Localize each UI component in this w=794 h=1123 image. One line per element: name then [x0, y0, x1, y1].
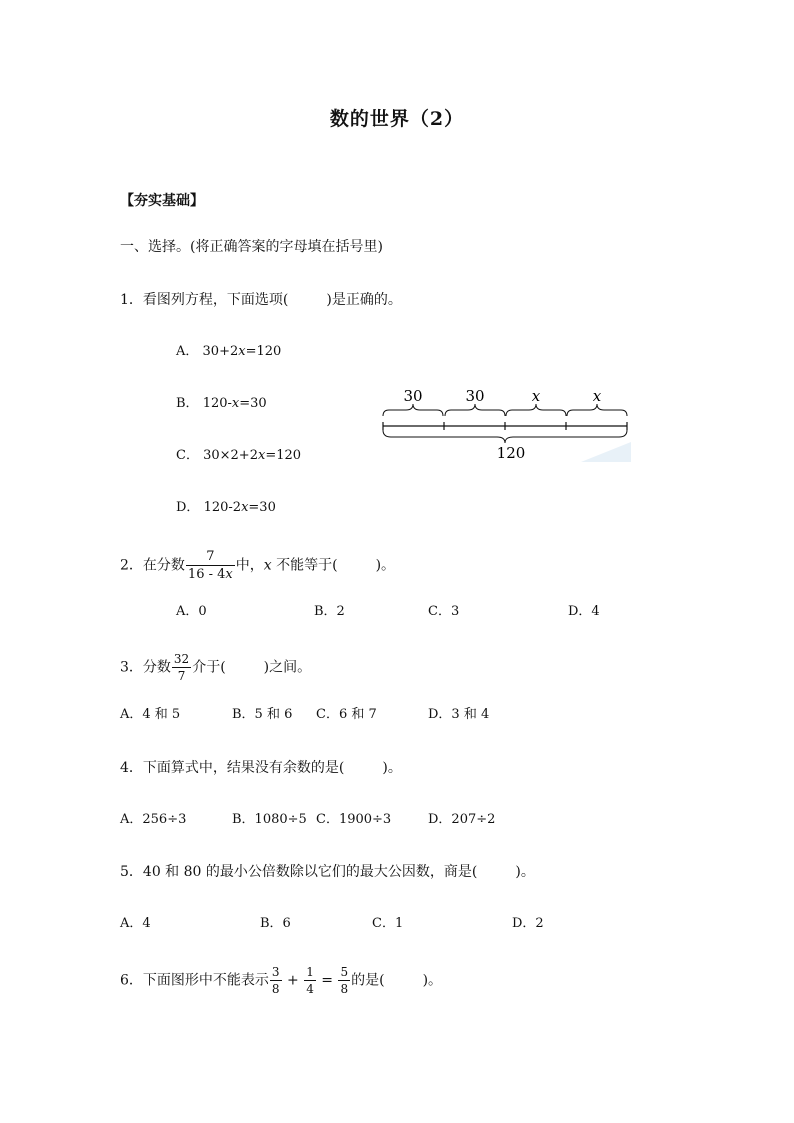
- fraction-denominator: 8: [271, 982, 280, 996]
- brace-4: [567, 404, 627, 416]
- fraction-denominator: 4: [306, 982, 314, 996]
- q1-option-b: [176, 394, 267, 414]
- fraction-numerator: 5: [340, 965, 349, 979]
- question-6-stem: 6．下面图形中不能表示: [120, 972, 269, 989]
- diagram-label: x: [592, 387, 602, 405]
- option-variable: x: [241, 500, 249, 515]
- option-text: 30×2+2: [203, 448, 258, 463]
- section-heading: 【夯实基础】: [120, 193, 204, 209]
- diagram-label: x: [531, 387, 541, 405]
- q3-option-b: B．5 和 6: [232, 707, 293, 722]
- question-5-stem-end: )。: [515, 864, 535, 880]
- plus-sign: +: [287, 972, 299, 989]
- fraction: [172, 653, 191, 682]
- option-text: =30: [239, 396, 267, 411]
- question-4-stem-end: )。: [382, 760, 402, 776]
- fraction-numerator: 3: [271, 965, 280, 979]
- q3-option-a: A．4 和 5: [120, 707, 181, 722]
- q4-option-b: B．1080÷5: [232, 812, 307, 827]
- option-label: A．: [176, 344, 199, 359]
- segment-diagram: [375, 380, 635, 470]
- question-2-stem: 2．在分数: [120, 557, 185, 574]
- question-4: [120, 758, 402, 778]
- q4-option-c: C．1900÷3: [316, 812, 392, 827]
- q3-option-c: C．6 和 7: [316, 707, 377, 722]
- option-variable: x: [238, 344, 246, 359]
- q1-option-d: [176, 498, 276, 518]
- option-label: D．: [176, 500, 200, 515]
- question-3-stem-end: )之间。: [263, 659, 312, 676]
- q2-option-d: D．4: [568, 604, 600, 619]
- q1-option-a: [176, 342, 281, 362]
- brace-total: [383, 430, 627, 443]
- q5-option-b: B．6: [260, 916, 291, 931]
- question-3: [120, 653, 311, 682]
- q5-option-c: C．1: [372, 916, 404, 931]
- option-text: 120-: [202, 396, 232, 411]
- fraction-numerator: 7: [186, 550, 235, 566]
- option-text: 120-2: [203, 500, 242, 515]
- diagram-label: 30: [403, 387, 423, 405]
- fraction: [186, 550, 235, 581]
- option-text: =30: [248, 500, 276, 515]
- question-2-stem: 中，: [235, 557, 264, 574]
- option-text: =120: [245, 344, 282, 359]
- question-1-stem-start: 1．看图列方程，下面选项(: [120, 292, 289, 308]
- question-1-stem-end: )是正确的。: [326, 292, 402, 308]
- fraction-denominator: 8: [340, 982, 349, 996]
- equals-sign: =: [321, 972, 334, 989]
- fraction-numerator: 32: [173, 652, 190, 666]
- q2-option-a: A．0: [176, 604, 207, 619]
- brace-3: [506, 404, 566, 416]
- question-5: [120, 862, 535, 882]
- question-6: [120, 966, 442, 995]
- question-3-stem: 介于(: [192, 659, 226, 676]
- q4-option-a: A．256÷3: [120, 812, 187, 827]
- option-label: B．: [176, 396, 199, 411]
- fraction-denominator: [186, 566, 235, 581]
- question-6-stem-end: )。: [422, 972, 443, 989]
- question-2-stem-end: )。: [375, 557, 396, 574]
- question-5-stem: 5．40 和 80 的最小公倍数除以它们的最大公因数，商是(: [120, 864, 478, 880]
- question-3-stem: 3．分数: [120, 659, 171, 676]
- question-2-stem: 不能等于(: [276, 557, 338, 574]
- q3-option-d: D．3 和 4: [428, 707, 490, 722]
- option-variable: x: [231, 396, 240, 411]
- fraction: [270, 966, 282, 995]
- denominator-variable: x: [225, 567, 233, 582]
- watermark-corner: [581, 442, 631, 462]
- fraction: [304, 966, 316, 995]
- fraction-denominator: 7: [177, 669, 186, 683]
- question-4-stem: 4．下面算式中，结果没有余数的是(: [120, 760, 345, 776]
- question-1: [120, 290, 402, 310]
- q2-option-b: B．2: [314, 604, 345, 619]
- option-variable: x: [257, 448, 266, 463]
- option-text: 30+2: [202, 344, 239, 359]
- diagram-label: 30: [465, 387, 485, 405]
- q5-option-d: D．2: [512, 916, 544, 931]
- denominator-text: 16 - 4: [187, 567, 226, 582]
- part-heading: 一、选择。(将正确答案的字母填在括号里): [120, 239, 383, 255]
- fraction-numerator: 1: [306, 965, 314, 979]
- fraction: [338, 966, 350, 995]
- option-text: =120: [265, 448, 302, 463]
- brace-2: [445, 404, 505, 416]
- q1-option-c: [176, 446, 301, 466]
- question-2: [120, 550, 395, 581]
- brace-1: [383, 404, 443, 416]
- q4-option-d: D．207÷2: [428, 812, 496, 827]
- variable: x: [263, 557, 272, 574]
- diagram-total-label: 120: [496, 444, 526, 462]
- question-6-stem: 的是(: [351, 972, 385, 989]
- page-title: 数的世界（2）: [329, 108, 465, 130]
- q5-option-a: A．4: [120, 916, 151, 931]
- q2-option-c: C．3: [428, 604, 460, 619]
- option-label: C．: [176, 448, 199, 463]
